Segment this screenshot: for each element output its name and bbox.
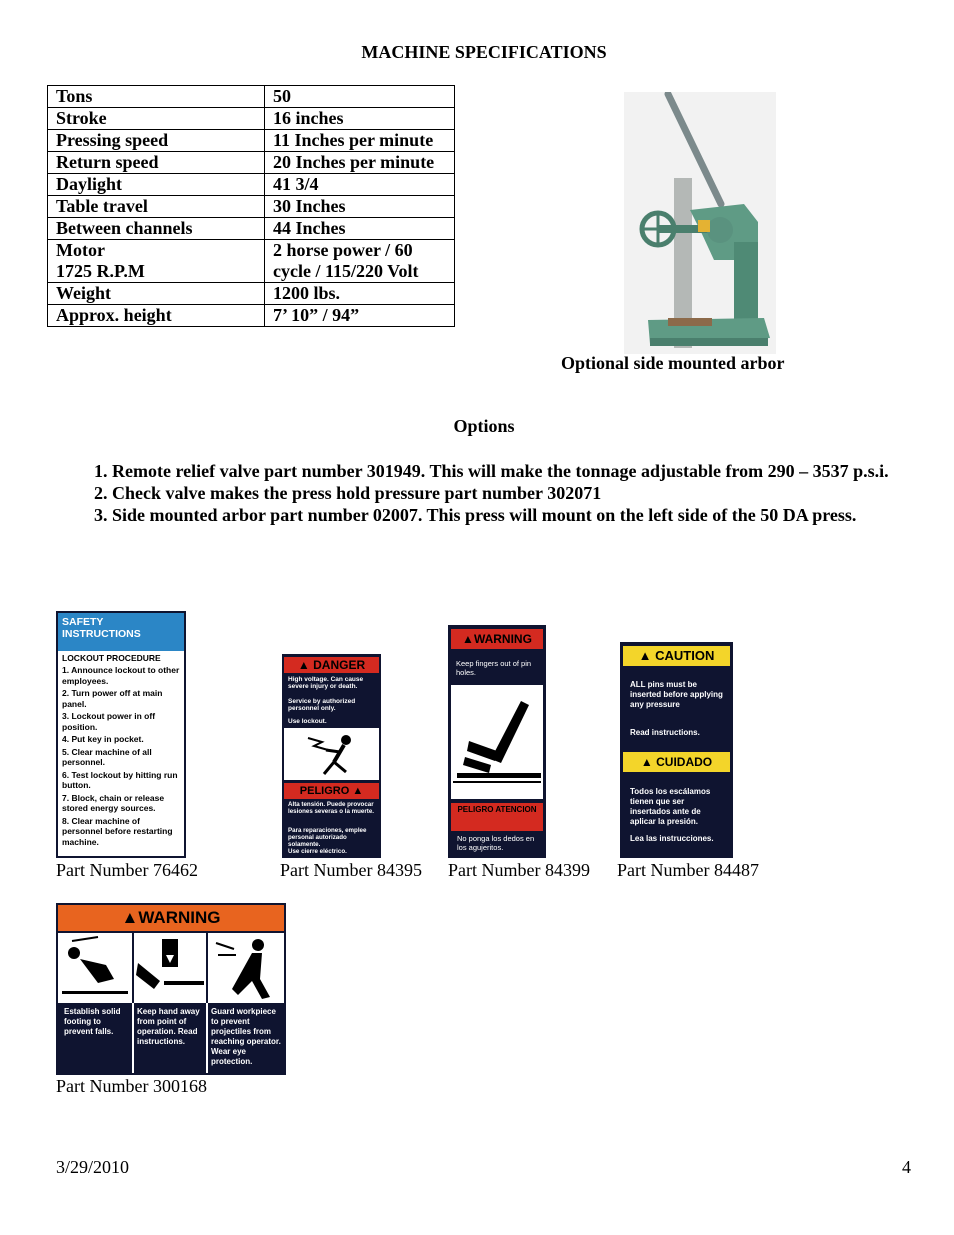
table-row: Approx. height 7’ 10” / 94” [48,305,455,327]
page-number: 4 [902,1157,911,1177]
list-item: 1. Remote relief valve part number 301949. This will make the tonnage adjustable from 290 – 3537 p.s.i. [112,460,952,482]
caution-label: ▲ CAUTION ALL pins must be inserted before applying any pressure Read instructions. ▲ CUIDADO Todos los escálamos tienen que ser insertados ante de aplicar la presión. Lea las instrucciones. [620,642,733,858]
hand-crush-icon [134,933,206,1003]
warning-triangle-icon: ▲ [297,658,310,672]
safety-instructions-label: SAFETY INSTRUCTIONS LOCKOUT PROCEDURE 1. Announce lockout to other employees. 2. Turn power off at main panel. 3. Lockout power in off position. 4. Put key in pocket. 5. Clear machine of all personnel. 6. Test lockout by hitting run button. 7. Block, chain or release stored energy sources. 8. Clear machine of personnel before restarting machine. [56,611,186,858]
hand-in-press-icon [451,685,543,799]
warning-triangle-icon: ▲ [462,632,474,646]
warning-triangle-icon: ▲ [352,785,364,797]
table-row: Weight 1200 lbs. [48,283,455,305]
warning-pin-label: ▲WARNING Keep fingers out of pin holes. PELIGRO ATENCION No ponga los dedos en los agujeritos. [448,625,546,858]
table-row: Daylight 41 3/4 [48,174,455,196]
options-list [70,460,952,526]
safety-steps: 1. Announce lockout to other employees. 2. Turn power off at main panel. 3. Lockout power in off position. 4. Put key in pocket. 5. Clear machine of all personnel. 6. Test lockout by hitting run button. 7. Block, chain or release stored energy sources. 8. Clear machine of personnel before restarting machine. [62,665,180,847]
part-number-76462: Part Number 76462 [56,860,198,880]
projectile-hazard-icon [208,933,284,1003]
part-number-300168: Part Number 300168 [56,1076,207,1096]
warning-label-large: ▲WARNING Establish solid footing to prevent falls. Keep hand away from point of operation. Read instructions. Guard workpiece to prevent projectiles from reaching operator. Wear eye protection. [56,903,286,1075]
table-row: Motor 1725 R.P.M 2 horse power / 60 cycle / 115/220 Volt [48,240,455,283]
warning-triangle-icon: ▲ [640,755,653,769]
fall-hazard-icon [58,933,132,1003]
table-row: Tons 50 [48,86,455,108]
list-item: 2. Check valve makes the press hold pressure part number 302071 [112,482,952,504]
divider [132,1003,134,1073]
part-number-84395: Part Number 84395 [280,860,422,880]
part-number-84487: Part Number 84487 [617,860,759,880]
table-row: Return speed 20 Inches per minute [48,152,455,174]
options-heading: Options [453,416,515,436]
table-row: Table travel 30 Inches [48,196,455,218]
electric-shock-icon [284,728,379,780]
table-row: Pressing speed 11 Inches per minute [48,130,455,152]
list-item: 3. Side mounted arbor part number 02007. This press will mount on the left side of the 50 DA press. [112,504,952,526]
danger-label: ▲ DANGER High voltage. Can cause severe injury or death. Service by authorized personnel only. Use lockout. PELIGRO ▲ Alta tensión. Puede provocar lesiones severas o la muerte. Para reparaciones, emplee personal autorizado solamente. Use cierre eléctrico. [282,654,381,858]
spec-table [47,85,455,327]
footer-date: 3/29/2010 [56,1157,130,1177]
divider [206,1003,208,1073]
page-title: MACHINE SPECIFICATIONS [361,42,607,62]
part-number-84399: Part Number 84399 [448,860,590,880]
table-row: Between channels 44 Inches [48,218,455,240]
warning-triangle-icon: ▲ [121,908,139,927]
table-row: Stroke 16 inches [48,108,455,130]
photo-caption: Optional side mounted arbor [561,353,785,373]
warning-triangle-icon: ▲ [638,648,652,663]
arbor-press-photo [624,92,776,354]
